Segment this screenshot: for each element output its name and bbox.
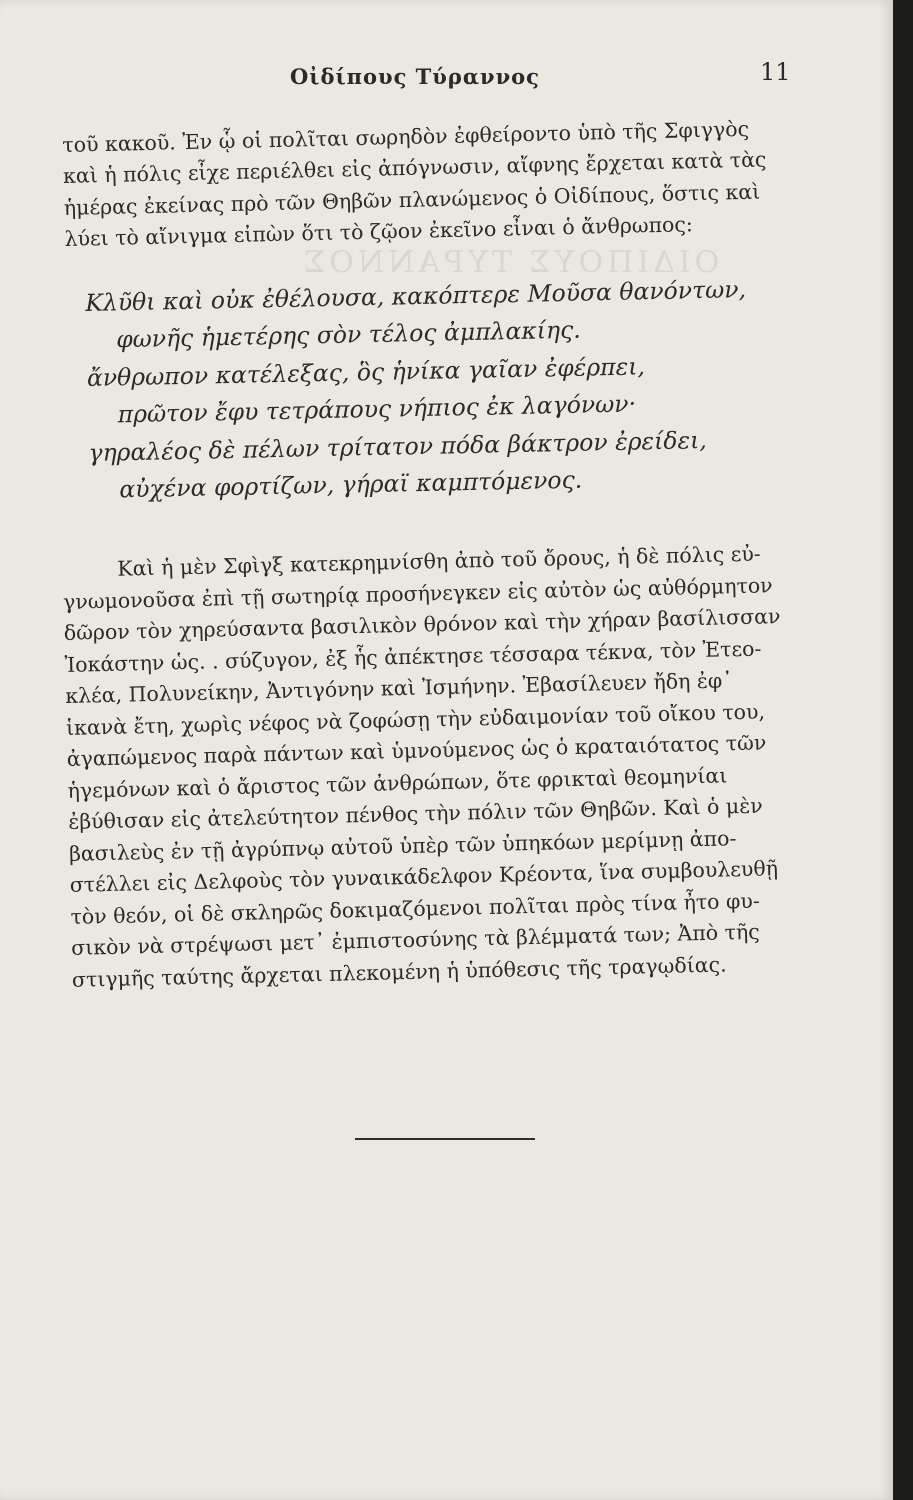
riddle-verse <box>85 271 750 509</box>
text-line: λύει τὸ αἴνιγμα εἰπὼν ὅτι τὸ ζῷον ἐκεῖνο εἶναι ὁ ἄνθρωπος: <box>64 212 694 252</box>
text-line: κλέα, Πολυνείκην, Ἀντιγόνην καὶ Ἰσμήνην. Ἐβασίλευεν ἤδη ἐφ᾽ <box>65 668 733 708</box>
text-line: δῶρον τὸν χηρεύσαντα βασιλικὸν θρόνον καὶ τὴν χήραν βασίλισσαν <box>63 604 781 645</box>
text-line: γνωμονοῦσα ἐπὶ τῇ σωτηρίᾳ προσήνεγκεν εἰς αὐτὸν ὡς αὐθόρμητον <box>62 572 773 614</box>
verse-line: αὐχένα φορτίζων, γήραϊ καμπτόμενος. <box>118 465 583 504</box>
page-header <box>0 54 893 94</box>
intro-paragraph <box>62 113 768 255</box>
text-line: ἡμέρας ἐκείνας πρὸ τῶν Θηβῶν πλανώμενος ὁ Οἰδίπους, ὅστις καὶ <box>63 179 761 220</box>
text-line: ἐβύθισαν εἰς ἀτελεύτητον πένθος τὴν πόλιν τῶν Θηβῶν. Καὶ ὁ μὲν <box>68 793 763 834</box>
verse-line: πρῶτον ἔφυ τετράπους νήπιος ἐκ λαγόνων· <box>117 389 637 429</box>
page-number: 11 <box>760 58 791 86</box>
verse-line: φωνῆς ἡμετέρης σὸν τέλος ἀμπλακίης. <box>115 316 581 354</box>
verse-line: Κλῦθι καὶ οὐκ ἐθέλουσα, κακόπτερε Μοῦσα θανόντων, <box>85 275 747 317</box>
text-line: τὸν θεόν, οἱ δὲ σκληρῶς δοκιμαζόμενοι πολῖται πρὸς τίνα ἦτο φυ- <box>70 888 761 929</box>
verse-line: ἄνθρωπον κατέλεξας, ὃς ἡνίκα γαῖαν ἐφέρπει, <box>86 352 646 392</box>
text-line: ἡγεμόνων καὶ ὁ ἄριστος τῶν ἀνθρώπων, ὅτε φρικταὶ θεομηνίαι <box>67 762 728 803</box>
text-line: βασιλεὺς ἐν τῇ ἀγρύπνῳ αὐτοῦ ὑπὲρ τῶν ὑπηκόων μερίμνῃ ἀπο- <box>68 825 737 866</box>
body-paragraph <box>62 538 789 996</box>
text-line: σικὸν νὰ στρέψωσι μετ᾽ ἐμπιστοσύνης τὰ βλέμματά των; Ἀπὸ τῆς <box>70 919 760 960</box>
text-line: Ἰοκάστην ὡς. . σύζυγον, ἐξ ἧς ἀπέκτησε τέσσαρα τέκνα, τὸν Ἐτεο- <box>64 636 762 677</box>
text-line: ἱκανὰ ἔτη, χωρὶς νέφος νὰ ζοφώσῃ τὴν εὐδαιμονίαν τοῦ οἴκου του, <box>65 698 766 740</box>
running-title: Οἰδίπους Τύραννος <box>290 64 540 89</box>
text-line: Καὶ ἡ μὲν Σφὶγξ κατεκρημνίσθη ἀπὸ τοῦ ὄρους, ἡ δὲ πόλις εὐ- <box>117 541 761 581</box>
section-divider <box>355 1138 535 1140</box>
text-line: καὶ ἡ πόλις εἶχε περιέλθει εἰς ἀπόγνωσιν, αἴφνης ἔρχεται κατὰ τὰς <box>62 147 767 189</box>
text-line: στιγμῆς ταύτης ἄρχεται πλεκομένη ἡ ὑπόθεσις τῆς τραγῳδίας. <box>71 951 727 992</box>
show-through-text: ΟΙΔΙΠΟΥΣ ΤΥΡΑΝΝΟΣ <box>300 245 720 280</box>
text-line: ἀγαπώμενος παρὰ πάντων καὶ ὑμνούμενος ὡς ὁ κραταιότατος τῶν <box>66 730 767 771</box>
text-line: στέλλει εἰς Δελφοὺς τὸν γυναικάδελφον Κρέοντα, ἵνα συμβουλευθῇ <box>69 856 779 897</box>
text-line: τοῦ κακοῦ. Ἐν ᾧ οἱ πολῖται σωρηδὸν ἐφθείροντο ὑπὸ τῆς Σφιγγὸς <box>62 116 750 157</box>
verse-line: γηραλέος δὲ πέλων τρίτατον πόδα βάκτρον ἐρείδει, <box>88 425 708 467</box>
